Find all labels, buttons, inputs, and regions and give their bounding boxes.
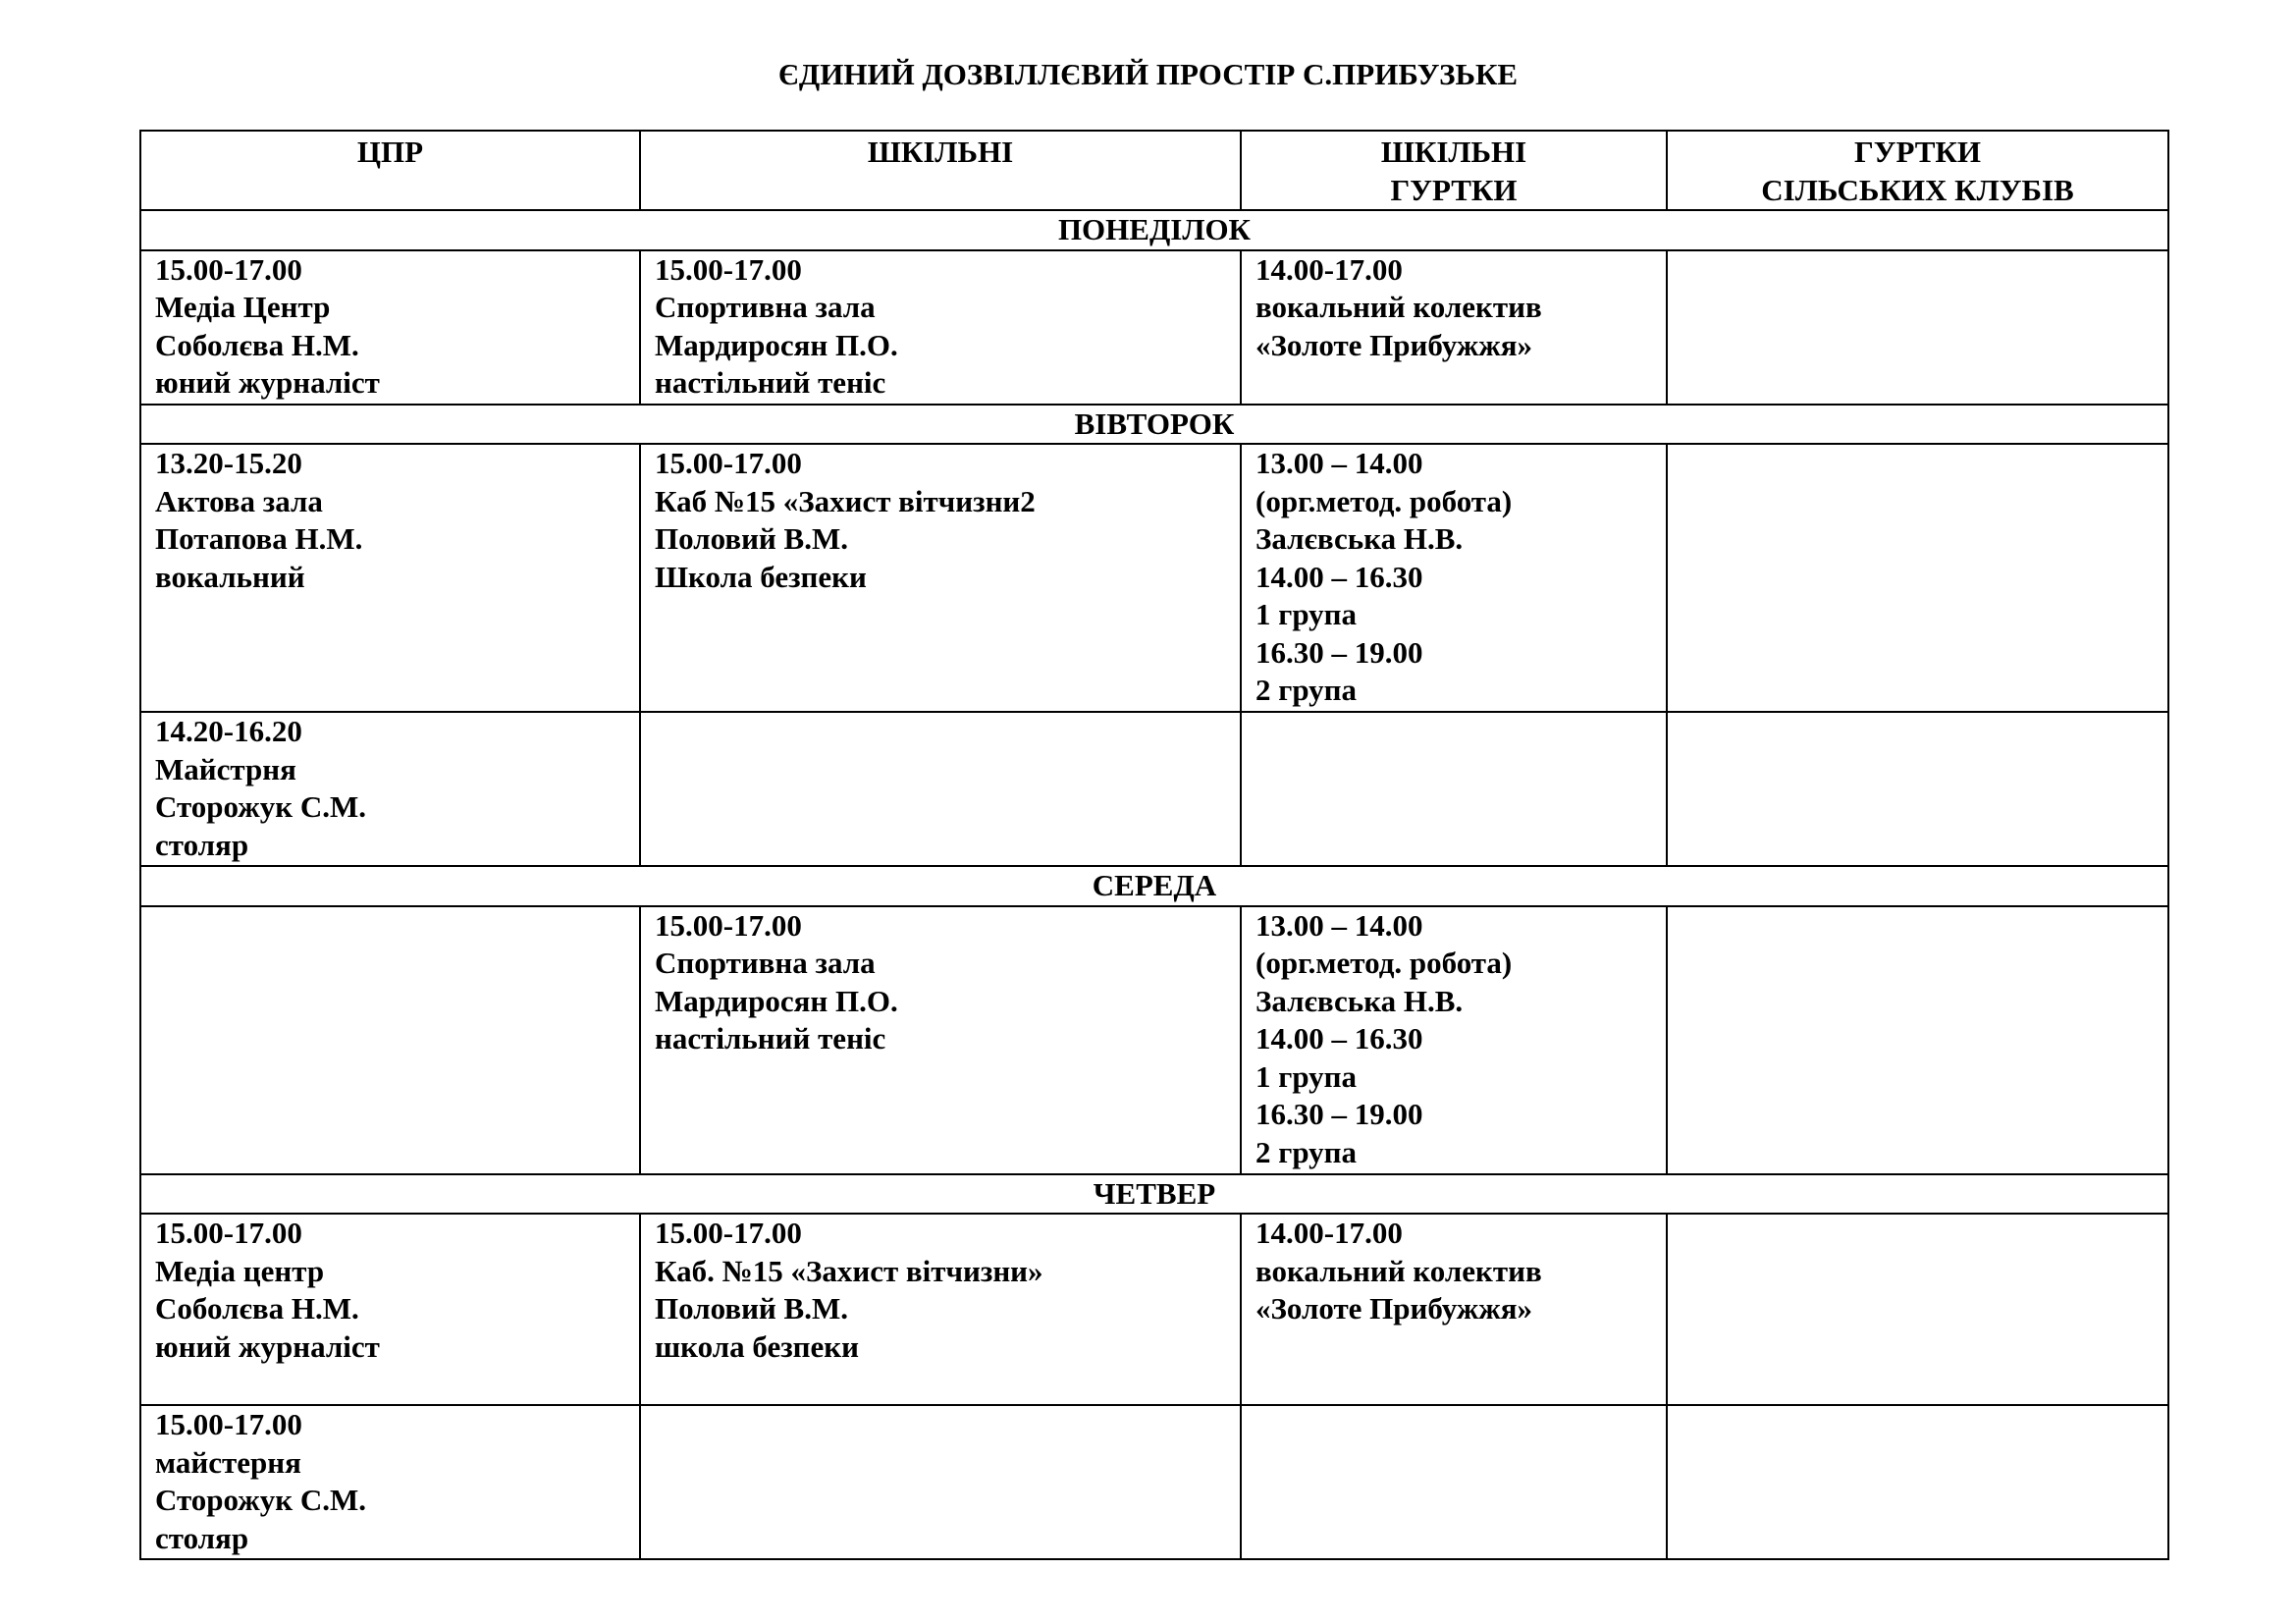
cell-line: 14.00-17.00: [1255, 1216, 1403, 1250]
cell-line: 2 група: [1255, 673, 1358, 707]
header-line: ГУРТКИ: [1853, 135, 1982, 169]
column-header-village-clubs: [1667, 131, 2168, 210]
cell-line: Майстрня: [155, 751, 296, 786]
schedule-cell: [1667, 1214, 2168, 1405]
header-line: ШКІЛЬНІ: [1380, 135, 1527, 169]
cell-line: вокальний колектив: [1255, 290, 1542, 324]
cell-line: (орг.метод. робота): [1255, 483, 1513, 518]
cell-line: 15.00-17.00: [155, 251, 302, 287]
cell-line: 14.00-17.00: [1255, 251, 1403, 287]
cell-line: 2 група: [1255, 1134, 1358, 1169]
cell-line: 13.00 – 14.00: [1255, 446, 1423, 480]
cell-line: Школа безпеки: [655, 559, 867, 594]
cell-line: Соболєва Н.М.: [155, 1291, 359, 1326]
cell-line: 13.00 – 14.00: [1255, 907, 1423, 943]
day-header: СЕРЕДА: [140, 866, 2168, 906]
schedule-cell: [1241, 906, 1667, 1174]
cell-line: юний журналіст: [155, 365, 380, 400]
cell-line: столяр: [155, 827, 249, 862]
cell-line: 14.00 – 16.30: [1255, 559, 1423, 594]
schedule-cell: [640, 444, 1241, 712]
cell-line: 1 група: [1255, 1058, 1358, 1094]
schedule-cell: [1667, 906, 2168, 1174]
cell-line: майстерня: [155, 1444, 301, 1480]
cell-line: Актова зала: [155, 483, 323, 518]
cell-line: 16.30 – 19.00: [1255, 1097, 1423, 1131]
schedule-cell: [1667, 1405, 2168, 1559]
schedule-cell: [140, 906, 640, 1174]
cell-line: 1 група: [1255, 597, 1358, 631]
schedule-body: [140, 210, 2168, 1559]
column-header-school-clubs: [1241, 131, 1667, 210]
cell-line: 15.00-17.00: [655, 251, 802, 287]
cell-line: 15.00-17.00: [155, 1407, 302, 1441]
schedule-cell: [1667, 444, 2168, 712]
schedule-cell: [140, 250, 640, 405]
schedule-cell: [640, 906, 1241, 1174]
cell-line: 14.00 – 16.30: [1255, 1021, 1423, 1056]
cell-line: настільний теніс: [655, 1021, 886, 1056]
cell-line: Сторожук С.М.: [155, 789, 367, 824]
schedule-row: [140, 1214, 2168, 1405]
cell-line: Залєвська Н.В.: [1255, 521, 1464, 556]
schedule-cell: [1667, 712, 2168, 866]
cell-line: 15.00-17.00: [655, 1216, 802, 1250]
schedule-cell: [140, 1405, 640, 1559]
schedule-row: [140, 906, 2168, 1174]
day-row: [140, 1174, 2168, 1215]
schedule-cell: [1241, 1214, 1667, 1405]
cell-line: 14.20-16.20: [155, 714, 302, 748]
cell-line: «Золоте Прибужжя»: [1255, 327, 1533, 362]
cell-line: настільний теніс: [655, 365, 886, 400]
schedule-cell: [1241, 1405, 1667, 1559]
cell-line: 15.00-17.00: [655, 446, 802, 480]
schedule-row: [140, 250, 2168, 405]
cell-line: Спортивна зала: [655, 290, 876, 324]
cell-line: вокальний колектив: [1255, 1253, 1542, 1288]
cell-line: Половий В.М.: [655, 1291, 848, 1326]
schedule-row: [140, 712, 2168, 866]
schedule-cell: [1241, 250, 1667, 405]
header-line: ГУРТКИ: [1390, 172, 1518, 207]
schedule-cell: [640, 1214, 1241, 1405]
cell-line: Половий В.М.: [655, 521, 848, 556]
day-row: [140, 866, 2168, 906]
day-row: [140, 210, 2168, 250]
cell-line: 15.00-17.00: [655, 907, 802, 943]
cell-line: Мардиросян П.О.: [655, 983, 898, 1018]
schedule-cell: [1241, 444, 1667, 712]
cell-line: 15.00-17.00: [155, 1216, 302, 1250]
cell-line: Спортивна зала: [655, 946, 876, 980]
cell-line: Мардиросян П.О.: [655, 327, 898, 362]
cell-line: вокальний: [155, 559, 305, 594]
schedule-cell: [140, 1214, 640, 1405]
header-row: [140, 131, 2168, 210]
cell-line: 13.20-15.20: [155, 446, 302, 480]
cell-line: Сторожук С.М.: [155, 1483, 367, 1517]
schedule-cell: [640, 1405, 1241, 1559]
day-row: [140, 405, 2168, 445]
schedule-table: [139, 130, 2169, 1560]
cell-line: Потапова Н.М.: [155, 521, 363, 556]
cell-line: Каб. №15 «Захист вітчизни»: [655, 1253, 1043, 1288]
cell-line: Каб №15 «Захист вітчизни2: [655, 483, 1036, 518]
cell-line: Медіа Центр: [155, 290, 331, 324]
cell-line: школа безпеки: [655, 1328, 860, 1364]
cell-line: столяр: [155, 1520, 249, 1555]
schedule-cell: [140, 444, 640, 712]
day-header: ВІВТОРОК: [140, 405, 2168, 445]
schedule-row: [140, 444, 2168, 712]
day-header: ЧЕТВЕР: [140, 1174, 2168, 1215]
schedule-cell: [640, 250, 1241, 405]
column-header-cpr: [140, 131, 640, 210]
cell-line: юний журналіст: [155, 1328, 380, 1364]
header-line: СІЛЬСЬКИХ КЛУБІВ: [1761, 172, 2074, 207]
cell-line: «Золоте Прибужжя»: [1255, 1291, 1533, 1326]
day-header: ПОНЕДІЛОК: [140, 210, 2168, 250]
header-line: ЦПР: [356, 135, 424, 169]
column-header-school: [640, 131, 1241, 210]
cell-line: 16.30 – 19.00: [1255, 634, 1423, 670]
schedule-cell: [1241, 712, 1667, 866]
cell-line: (орг.метод. робота): [1255, 946, 1513, 980]
schedule-cell: [140, 712, 640, 866]
cell-line: Залєвська Н.В.: [1255, 983, 1464, 1018]
document-title: ЄДИНИЙ ДОЗВІЛЛЄВИЙ ПРОСТІР С.ПРИБУЗЬКЕ: [777, 57, 1519, 91]
cell-line: Соболєва Н.М.: [155, 327, 359, 362]
header-line: ШКІЛЬНІ: [867, 135, 1014, 169]
cell-line: Медіа центр: [155, 1253, 325, 1288]
schedule-row: [140, 1405, 2168, 1559]
schedule-cell: [640, 712, 1241, 866]
schedule-cell: [1667, 250, 2168, 405]
